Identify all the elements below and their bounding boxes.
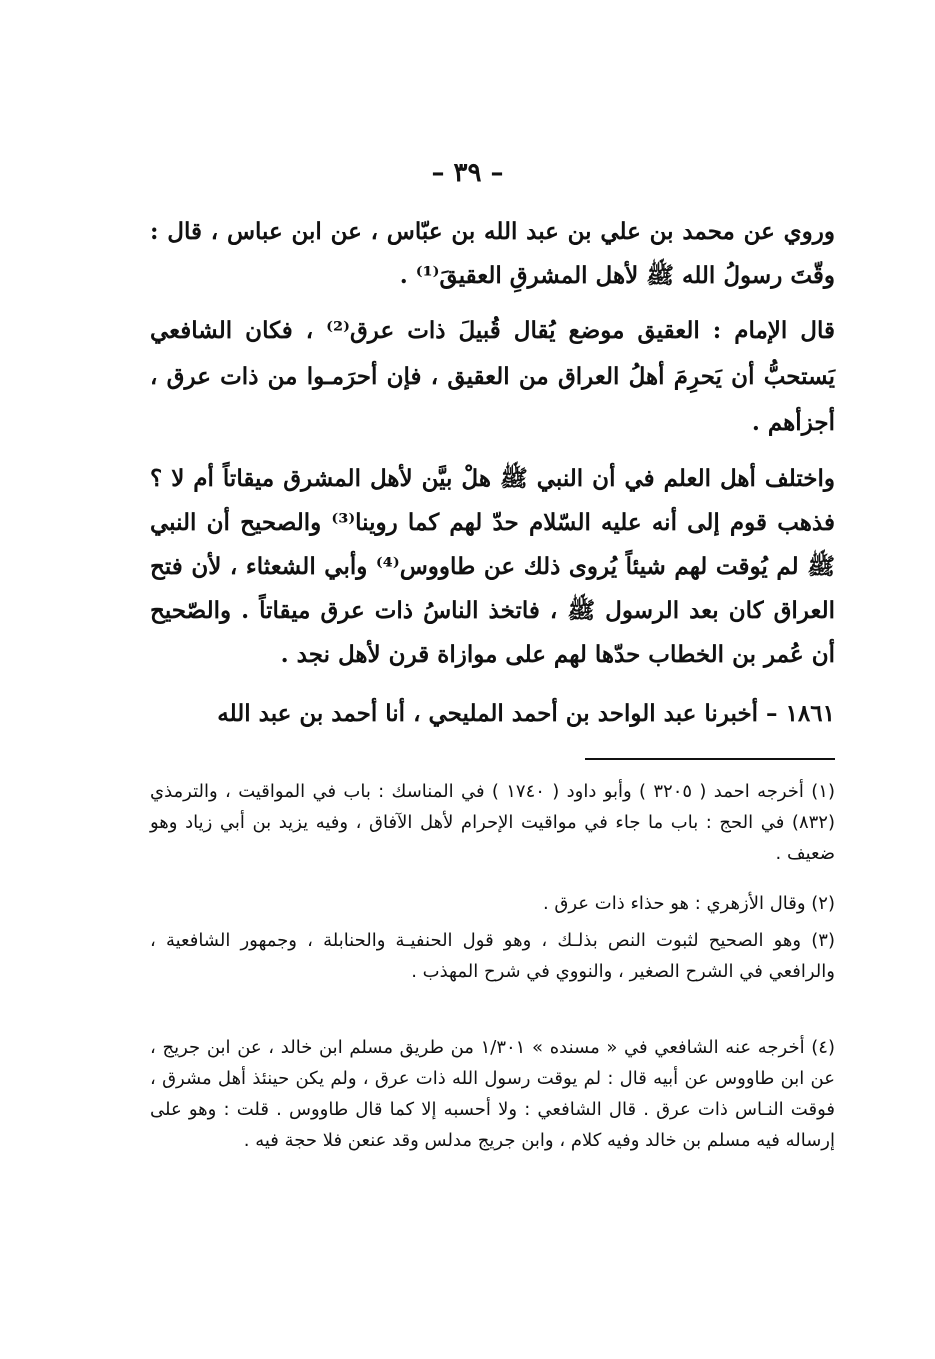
paragraph-text: قال الإمام : العقيق موضع يُقال قُبيلَ ذات عرق⁽²⁾ ، فكان الشافعي يَستحبُّ أن يَحرِمَ أهلُ العراق من العقيق ، فإن أحرَمـوا من ذات عرق ، أجزأهم . [150,317,835,436]
hadith-paragraph [150,210,835,298]
footnote-text: (٣) وهو الصحيح لثبوت النص بذلـك ، وهو قول الحنفيـة والحنابلة ، وجمهور الشافعية ، والرافعي في الشرح الصغير ، والنووي في شرح المهذب . [150,930,835,982]
footnote-2 [150,888,835,919]
footnote-3 [150,925,835,987]
footnote-1 [150,776,835,869]
footnote-4 [150,1032,835,1156]
footnote-text: (١) أخرجه احمد ( ٣٢٠٥ ) وأبو داود ( ١٧٤٠ ) في المناسك : باب في المواقيت ، والترمذي (٨٣٢) في الحج : باب ما جاء في مواقيت الإحرام لأهل الآفاق ، وفيه يزيد بن أبي زياد وهو ضعيف . [150,781,835,864]
scholars-disagreement-paragraph [150,457,835,677]
footnote-text: (٢) وقال الأزهري : هو حذاء ذات عرق . [542,893,835,914]
footnote-text: (٤) أخرجه عنه الشافعي في « مسنده » ١/٣٠١ من طريق مسلم ابن خالد ، عن ابن جريج ، عن ابن طاووس عن أبيه قال : لم يوقت رسول الله ذات عرق ، ولم يكن حينئذ أهل مشرق ، فوقت النـاس ذات عرق . قال الشافعي : ولا أحسبه إلا كما قال طاووس . قلت : وهو على إرساله فيه مسلم بن خالد وفيه كلام ، وابن جريج مدلس وقد عنعن فلا حجة فيه . [150,1037,835,1151]
page-number: – ٣٩ – [431,158,504,188]
imam-commentary-paragraph [150,308,835,446]
paragraph-text: ١٨٦١ – أخبرنا عبد الواحد بن أحمد المليحي ، أنا أحمد بن عبد الله [217,700,835,727]
paragraph-text: وروي عن محمد بن علي بن عبد الله بن عبّاس ، عن ابن عباس ، قال : وقّتَ رسولُ الله ﷺ لأهل المشرقِ العقيقَ⁽¹⁾ . [150,218,835,289]
footnote-divider [585,758,835,760]
hadith-chain-paragraph [150,692,835,736]
paragraph-text: واختلف أهل العلم في أن النبي ﷺ هلْ بيَّن لأهل المشرق ميقاتاً أم لا ؟ فذهب قوم إلى أنه عليه السّلام حدّ لهم كما روينا⁽³⁾ والصحيح أن النبي ﷺ لم يُوقت لهم شيئاً يُروى ذلك عن طاووس⁽⁴⁾ وأبي الشعثاء ، لأن فتح العراق كان بعد الرسول ﷺ ، فاتخذ الناسُ ذات عرق ميقاتاً . والصّحيح أن عُمر بن الخطاب حدّها لهم على موازاة قرن لأهل نجد . [150,465,835,668]
